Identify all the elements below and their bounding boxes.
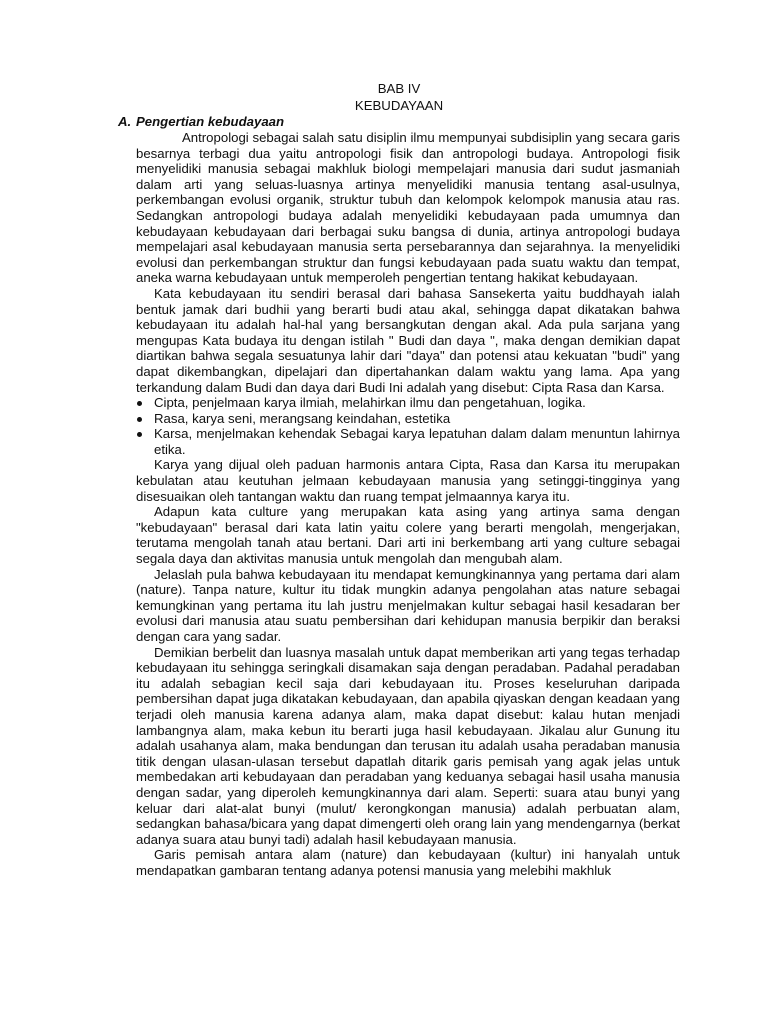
section-marker: A. — [118, 114, 132, 129]
list-item — [154, 426, 680, 457]
section-body — [118, 130, 680, 879]
paragraph: Adapun kata culture yang merupakan kata asing yang artinya sama dengan "kebudayaan" berasal dari kata latin yaitu colere yang berarti mengolah, mengerjakan, terutama mengolah tanah atau bertani. Dari arti ini berkembang arti yang culture sebagai segala daya dan aktivitas manusia untuk mengolah dan mengubah alam. — [136, 504, 680, 567]
bullet-icon — [137, 432, 142, 437]
chapter-title: KEBUDAYAAN — [354, 98, 444, 113]
bullet-list — [136, 395, 680, 457]
paragraph: Kata kebudayaan itu sendiri berasal dari bahasa Sansekerta yaitu buddhayah ialah bentuk jamak dari budhii yang berarti budi atau akal, sehingga dapat dikatakan bahwa kebudayaan itu adalah hal-hal yang bersangkutan dengan akal. Ada pula sarjana yang mengupas Kata budaya itu dengan istilah " Budi dan daya ", maka dengan demikian dapat diartikan bahwa segala sesuatunya lahir dari "daya" dan potensi atau kekuatan "budi" yang dapat dikembangkan, dipelajari dan dipertahankan dalam waktu yang lama. Apa yang terkandung dalam Budi dan daya dari Budi Ini adalah yang disebut: Cipta Rasa dan Karsa. — [136, 285, 680, 395]
bullet-icon — [137, 417, 142, 422]
chapter-number: BAB IV — [377, 81, 421, 96]
paragraph: Demikian berbelit dan luasnya masalah untuk dapat memberikan arti yang tegas terhadap kebudayaan itu sehingga seringkali disamakan saja dengan peradaban. Padahal peradaban itu adalah sebagian kecil saja dari kebudayaan itu. Proses keseluruhan daripada pembersihan dapat juga dikatakan kebudayaan, dan apabila qiyaskan dengan keadaan yang terjadi oleh manusia karena adanya alam, maka dapat disebut: kalau hutan menjadi lambangnya alam, maka kebun itu berarti juga hasil kebudayaan. Jikalau alur Gunung itu adalah usahanya alam, maka bendungan dan terusan itu adalah usaha peradaban manusia titik dengan ulasan-ulasan tersebut dapatlah ditarik garis pemisah yang agak jelas untuk membedakan arti kebudayaan dan peradaban yang keduanya sebagai hasil usaha manusia dengan sadar, yang diperoleh kemungkinannya dari alam. Seperti: suara atau bunyi yang keluar dari alat-alat bunyi (mulut/ kerongkongan manusia) adalah perbuatan alam, sedangkan bahasa/bicara yang dapat dimengerti oleh orang lain yang mendengarnya (berkat adanya suara atau bunyi tadi) adalah hasil kebudayaan manusia. — [136, 644, 680, 847]
list-item — [154, 395, 680, 411]
document-page — [118, 80, 680, 879]
paragraph: Antropologi sebagai salah satu disiplin ilmu mempunyai subdisiplin yang secara garis besarnya terbagi dua yaitu antropologi fisik dan antropologi budaya. Antropologi fisik menyelidiki manusia sebagai makhluk biologi mempelajari manusia dari sudut jasmaniah dalam arti yang seluas-luasnya artinya menyelidiki manusia tentang asal-usulnya, perkembangan evolusi organik, struktur tubuh dan kelompok kelompok manusia atau ras. Sedangkan antropologi budaya adalah menyelidiki kebudayaan pada umumnya dan kebudayaan kebudayaan dari berbagai suku bangsa di dunia, artinya antropologi budaya mempelajari asal kebudayaan manusia serta persebarannya dan sejarahnya. Ia menyelidiki evolusi dan perkembangan struktur dan fungsi kebudayaan pada suatu waktu dan tempat, aneka warna kebudayaan untuk memperoleh pengertian tentang hakikat kebudayaan. — [136, 130, 680, 286]
paragraph: Karya yang dijual oleh paduan harmonis antara Cipta, Rasa dan Karsa itu merupakan kebulatan atau keutuhan jelmaan kebudayaan manusia yang setinggi-tingginya yang disesuaikan oleh tantangan waktu dan ruang tempat jelmaannya karya itu. — [136, 457, 680, 504]
list-item — [154, 411, 680, 427]
list-item-text: Cipta, penjelmaan karya ilmiah, melahirkan ilmu dan pengetahuan, logika. — [154, 395, 586, 411]
paragraph: Jelaslah pula bahwa kebudayaan itu mendapat kemungkinannya yang pertama dari alam (nature). Tanpa nature, kultur itu tidak mungkin adanya pengolahan atas nature sebagai kemungkinan yang pertama itu lah justru menjelmakan kultur sebagai hasil kesadaran ber evolusi dari manusia atau suatu pembersihan dari kehidupan manusia berpikir dan beraksi dengan cara yang sadar. — [136, 566, 680, 644]
section-heading — [118, 114, 680, 130]
section-title: Pengertian kebudayaan — [136, 114, 285, 129]
paragraph: Garis pemisah antara alam (nature) dan kebudayaan (kultur) ini hanyalah untuk mendapatkan gambaran tentang adanya potensi manusia yang melebihi makhluk — [136, 847, 680, 878]
list-item-text: Karsa, menjelmakan kehendak Sebagai karya lepatuhan dalam dalam menuntun lahirnya etika. — [154, 426, 680, 457]
list-item-text: Rasa, karya seni, merangsang keindahan, estetika — [154, 410, 451, 426]
bullet-icon — [137, 401, 142, 406]
